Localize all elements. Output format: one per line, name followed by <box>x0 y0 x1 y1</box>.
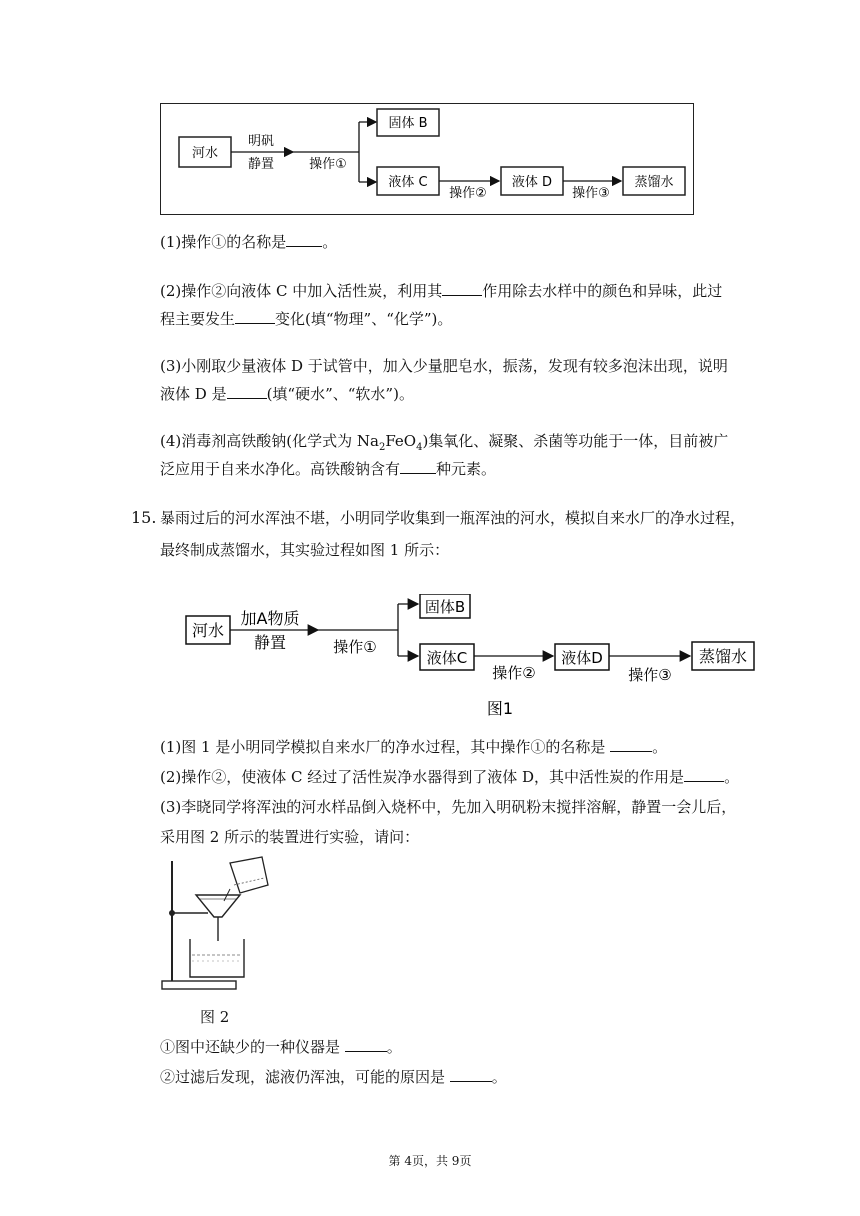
flow-diagram-1-svg <box>161 104 693 214</box>
q15-s2-end: 。 <box>491 1068 507 1086</box>
fig1-label-solid-b: 固体B <box>424 598 466 616</box>
q15-part1 <box>160 737 667 757</box>
q15-p1-blank[interactable] <box>610 737 652 752</box>
stand-base <box>162 981 236 989</box>
label-op3: 操作③ <box>572 186 610 201</box>
q14-part4-line1 <box>160 431 728 458</box>
q15-p1-end: 。 <box>652 738 668 756</box>
q15-p3-text-b: 采用图 2 所示的装置进行实验，请问： <box>160 828 420 846</box>
q15-s1-end: 。 <box>386 1038 402 1056</box>
q15-p2-end: 。 <box>724 768 740 786</box>
q15-part3-line1 <box>160 797 736 817</box>
pouring-liquid-level <box>234 878 264 885</box>
label-alum: 明矾 <box>247 134 275 149</box>
flow-diagram-2 <box>180 594 760 724</box>
q15-s2-blank[interactable] <box>450 1067 492 1082</box>
q14-p3-text-c: (填“硬水”、“软水”)。 <box>266 385 414 403</box>
q14-p2-text-a: (2)操作②向液体 C 中加入活性炭，利用其 <box>160 282 443 300</box>
fig1-label-op1: 操作① <box>333 638 377 656</box>
fig1-label-op2: 操作② <box>492 664 536 682</box>
q14-part1 <box>160 232 337 252</box>
q15-stem-line2 <box>160 540 449 560</box>
q14-p2-blank2[interactable] <box>235 309 275 324</box>
q14-p4-sub2: 4 <box>416 442 423 453</box>
q14-p2-blank1[interactable] <box>442 281 482 296</box>
label-op2: 操作② <box>449 186 487 201</box>
label-liquid-c: 液体 C <box>388 175 428 190</box>
label-river-water: 河水 <box>191 146 219 161</box>
fig1-label-op3: 操作③ <box>628 666 672 684</box>
fig1-caption: 图1 <box>486 699 514 718</box>
q14-p1-blank[interactable] <box>286 232 322 247</box>
q14-p4-text-b: )集氧化、凝聚、杀菌等功能于一体，目前被广 <box>422 432 729 450</box>
q14-p2-text-d: 变化(填“物理”、“化学”)。 <box>275 310 453 328</box>
fig1-label-liquid-d: 液体D <box>561 649 603 667</box>
q14-part3-line2 <box>160 384 414 404</box>
q15-sub1 <box>160 1037 402 1057</box>
clamp-knob <box>169 910 175 916</box>
q14-p3-text-b: 液体 D 是 <box>160 385 227 403</box>
q15-s1-text: ①图中还缺少的一种仪器是 <box>160 1038 341 1056</box>
filtration-apparatus-figure <box>160 855 280 995</box>
fig1-label-river-water: 河水 <box>191 621 225 640</box>
fig1-label-settle: 静置 <box>253 633 287 652</box>
label-liquid-d: 液体 D <box>511 175 553 190</box>
receiving-beaker-icon <box>190 939 244 977</box>
q15-p1-text: (1)图 1 是小明同学模拟自来水厂的净水过程，其中操作①的名称是 <box>160 738 606 756</box>
q14-p4-text-a: (4)消毒剂高铁酸钠(化学式为 Na <box>160 432 379 450</box>
q15-p3-text-a: (3)李晓同学将浑浊的河水样品倒入烧杯中，先加入明矾粉末搅拌溶解，静置一会儿后， <box>160 798 737 816</box>
q14-p4-text-d: 种元素。 <box>436 460 497 478</box>
q15-stem-line1 <box>160 508 745 528</box>
q15-stem-text-2: 最终制成蒸馏水，其实验过程如图 1 所示： <box>160 541 450 559</box>
flow-diagram-1 <box>160 103 694 215</box>
q14-p3-blank[interactable] <box>227 384 267 399</box>
q14-p4-text-c: 泛应用于自来水净化。高铁酸钠含有 <box>160 460 401 478</box>
q14-p2-text-b: 作用除去水样中的颜色和异味，此过 <box>482 282 723 300</box>
fig1-label-distilled-water: 蒸馏水 <box>698 647 748 666</box>
q14-p4-mid: FeO <box>385 432 417 450</box>
page-footer: 第 4页，共 9页 <box>388 1154 472 1168</box>
q14-p3-text-a: (3)小刚取少量液体 D 于试管中，加入少量肥皂水，振荡，发现有较多泡沫出现，说明 <box>160 357 728 375</box>
q14-p1-end: 。 <box>322 233 338 251</box>
fig1-label-liquid-c: 液体C <box>426 649 468 667</box>
pouring-beaker-icon <box>230 857 268 893</box>
q14-part3-line1 <box>160 356 728 376</box>
q15-s2-text: ②过滤后发现，滤液仍浑浊，可能的原因是 <box>160 1068 446 1086</box>
fig1-label-add-a: 加A物质 <box>240 609 300 628</box>
q15-p2-text: (2)操作②，使液体 C 经过了活性炭净水器得到了液体 D，其中活性炭的作用是 <box>160 768 685 786</box>
q14-p4-sub1: 2 <box>378 442 386 453</box>
q14-p1-text: (1)操作①的名称是 <box>160 233 287 251</box>
q15-part2 <box>160 767 739 787</box>
q15-stem-text-1: 暴雨过后的河水浑浊不堪，小明同学收集到一瓶浑浊的河水，模拟自来水厂的净水过程， <box>160 509 746 527</box>
q14-p4-blank[interactable] <box>400 459 436 474</box>
q15-s1-blank[interactable] <box>345 1037 387 1052</box>
label-settle: 静置 <box>247 157 275 172</box>
q14-part2-line2 <box>160 309 452 329</box>
q14-p2-text-c: 程主要发生 <box>160 310 236 328</box>
q15-number: 15. <box>131 508 157 527</box>
label-op1: 操作① <box>309 157 347 172</box>
q14-part2-line1 <box>160 281 722 301</box>
label-distilled-water: 蒸馏水 <box>634 175 674 190</box>
q15-part3-line2 <box>160 827 419 847</box>
label-solid-b: 固体 B <box>388 116 428 131</box>
fig2-caption: 图 2 <box>200 1008 230 1026</box>
q15-sub2 <box>160 1067 507 1087</box>
q14-part4-line2 <box>160 459 496 479</box>
q15-p2-blank[interactable] <box>684 767 724 782</box>
